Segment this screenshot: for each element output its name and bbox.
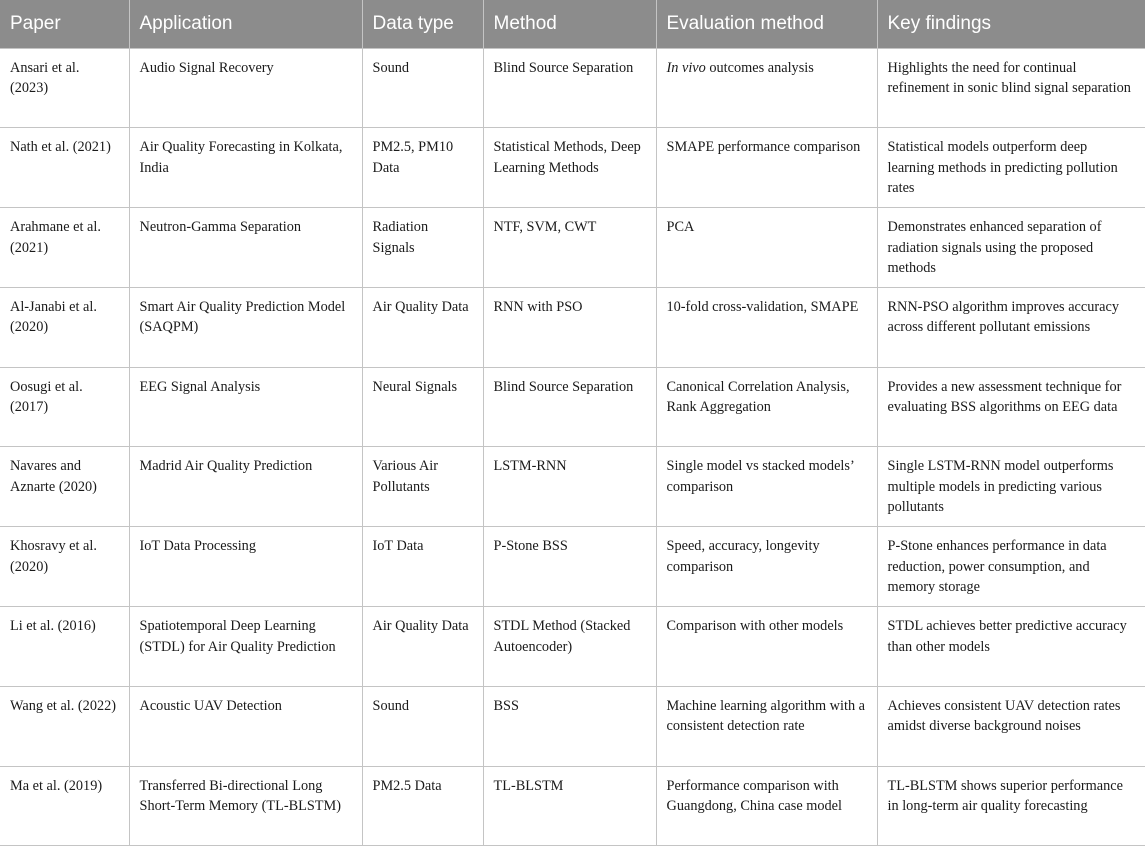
cell-data-type: Sound: [362, 686, 483, 766]
cell-method: BSS: [483, 686, 656, 766]
table-header: [0, 0, 1145, 48]
cell-application: Air Quality Forecasting in Kolkata, India: [129, 128, 362, 208]
header-application: Application: [129, 0, 362, 48]
cell-evaluation-method: [656, 287, 877, 367]
cell-method: Blind Source Separation: [483, 367, 656, 447]
header-evaluation-method: Evaluation method: [656, 0, 877, 48]
cell-method: RNN with PSO: [483, 287, 656, 367]
table-row: [0, 766, 1145, 846]
cell-paper: Navares and Aznarte (2020): [0, 447, 129, 527]
cell-application: Audio Signal Recovery: [129, 48, 362, 128]
cell-paper: Li et al. (2016): [0, 607, 129, 687]
table-row: [0, 287, 1145, 367]
cell-application: IoT Data Processing: [129, 527, 362, 607]
cell-key-findings: Highlights the need for continual refinement in sonic blind signal separation: [877, 48, 1145, 128]
evaluation-text: Comparison with other models: [666, 618, 844, 635]
cell-paper: Ansari et al. (2023): [0, 48, 129, 128]
cell-application: Acoustic UAV Detection: [129, 686, 362, 766]
cell-application: Spatiotemporal Deep Learning (STDL) for Air Quality Prediction: [129, 607, 362, 687]
cell-paper: Nath et al. (2021): [0, 128, 129, 208]
cell-key-findings: STDL achieves better predictive accuracy than other models: [877, 607, 1145, 687]
table-row: [0, 686, 1145, 766]
cell-key-findings: RNN-PSO algorithm improves accuracy across different pollutant emissions: [877, 287, 1145, 367]
cell-paper: Al-Janabi et al. (2020): [0, 287, 129, 367]
evaluation-text: Single model vs stacked models’ comparison: [666, 458, 854, 495]
evaluation-text: Canonical Correlation Analysis, Rank Aggregation: [666, 378, 850, 416]
evaluation-italic-text: In vivo: [666, 59, 706, 76]
cell-application: EEG Signal Analysis: [129, 367, 362, 447]
cell-evaluation-method: [656, 128, 877, 208]
cell-evaluation-method: [656, 527, 877, 607]
evaluation-text: Speed, accuracy, longevity comparison: [666, 538, 820, 575]
cell-key-findings: Provides a new assessment technique for evaluating BSS algorithms on EEG data: [877, 367, 1145, 447]
header-key-findings: Key findings: [877, 0, 1145, 48]
cell-method: Blind Source Separation: [483, 48, 656, 128]
header-row: [0, 0, 1145, 48]
cell-evaluation-method: [656, 208, 877, 288]
cell-application: Smart Air Quality Prediction Model (SAQPM): [129, 287, 362, 367]
cell-paper: Arahmane et al. (2021): [0, 208, 129, 288]
header-data-type: Data type: [362, 0, 483, 48]
table-body: [0, 48, 1145, 846]
cell-key-findings: Single LSTM-RNN model outperforms multiple models in predicting various pollutants: [877, 447, 1145, 527]
cell-data-type: Radiation Signals: [362, 208, 483, 288]
cell-data-type: Air Quality Data: [362, 607, 483, 687]
cell-method: STDL Method (Stacked Autoencoder): [483, 607, 656, 687]
cell-paper: Khosravy et al. (2020): [0, 527, 129, 607]
header-method: Method: [483, 0, 656, 48]
cell-data-type: IoT Data: [362, 527, 483, 607]
table-row: [0, 447, 1145, 527]
cell-key-findings: Achieves consistent UAV detection rates amidst diverse background noises: [877, 686, 1145, 766]
cell-data-type: Various Air Pollutants: [362, 447, 483, 527]
header-paper: Paper: [0, 0, 129, 48]
table-row: [0, 128, 1145, 208]
cell-application: Transferred Bi-directional Long Short-Term Memory (TL-BLSTM): [129, 766, 362, 846]
cell-data-type: PM2.5 Data: [362, 766, 483, 846]
cell-paper: Ma et al. (2019): [0, 766, 129, 846]
evaluation-text: Performance comparison with Guangdong, China case model: [666, 777, 842, 815]
cell-key-findings: TL-BLSTM shows superior performance in long-term air quality forecasting: [877, 766, 1145, 846]
cell-data-type: Neural Signals: [362, 367, 483, 447]
table-row: [0, 48, 1145, 128]
evaluation-text: outcomes analysis: [705, 59, 814, 76]
evaluation-text: SMAPE performance comparison: [666, 139, 861, 156]
cell-evaluation-method: [656, 766, 877, 846]
cell-key-findings: Demonstrates enhanced separation of radiation signals using the proposed methods: [877, 208, 1145, 288]
cell-method: LSTM-RNN: [483, 447, 656, 527]
cell-key-findings: Statistical models outperform deep learning methods in predicting pollution rates: [877, 128, 1145, 208]
table-row: [0, 208, 1145, 288]
table-row: [0, 607, 1145, 687]
evaluation-text: 10-fold cross-validation, SMAPE: [666, 298, 859, 315]
cell-data-type: PM2.5, PM10 Data: [362, 128, 483, 208]
cell-paper: Oosugi et al. (2017): [0, 367, 129, 447]
cell-data-type: Sound: [362, 48, 483, 128]
cell-evaluation-method: [656, 48, 877, 128]
table-row: [0, 527, 1145, 607]
cell-application: Neutron-Gamma Separation: [129, 208, 362, 288]
cell-paper: Wang et al. (2022): [0, 686, 129, 766]
cell-data-type: Air Quality Data: [362, 287, 483, 367]
evaluation-text: PCA: [666, 219, 695, 236]
cell-evaluation-method: [656, 367, 877, 447]
cell-application: Madrid Air Quality Prediction: [129, 447, 362, 527]
cell-method: TL-BLSTM: [483, 766, 656, 846]
cell-evaluation-method: [656, 447, 877, 527]
cell-method: P-Stone BSS: [483, 527, 656, 607]
cell-method: Statistical Methods, Deep Learning Methods: [483, 128, 656, 208]
table-row: [0, 367, 1145, 447]
cell-key-findings: P-Stone enhances performance in data reduction, power consumption, and memory storage: [877, 527, 1145, 607]
evaluation-text: Machine learning algorithm with a consistent detection rate: [666, 697, 866, 735]
cell-evaluation-method: [656, 686, 877, 766]
cell-evaluation-method: [656, 607, 877, 687]
cell-method: NTF, SVM, CWT: [483, 208, 656, 288]
